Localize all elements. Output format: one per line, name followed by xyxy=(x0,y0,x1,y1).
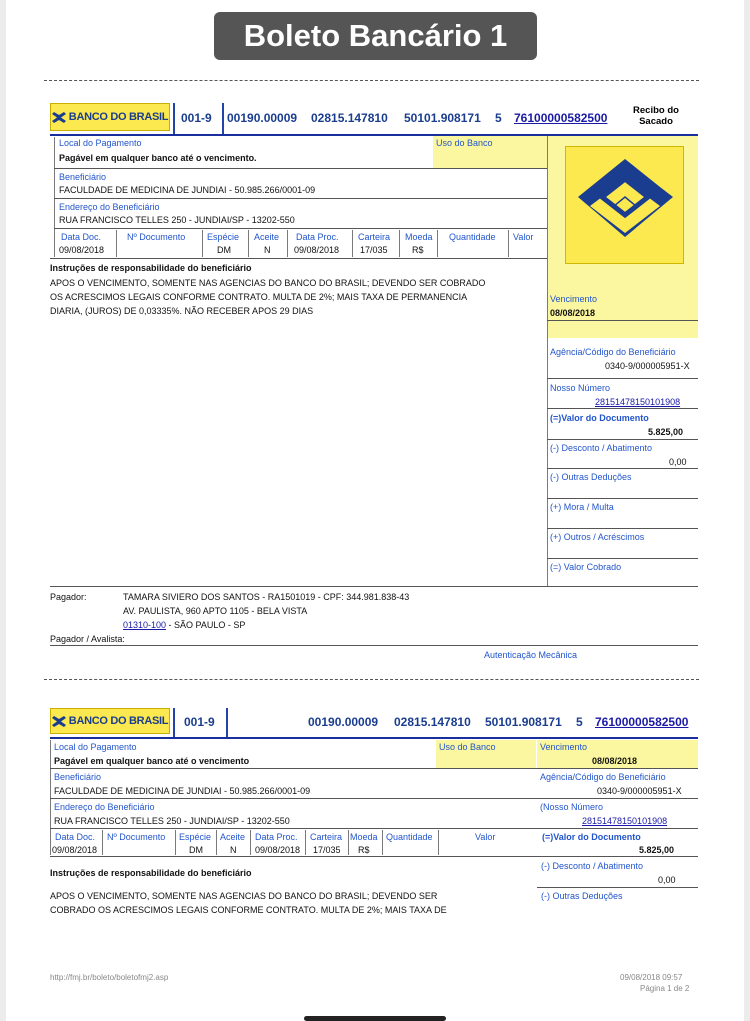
beneficiario-label: Beneficiário xyxy=(59,172,107,182)
pagador-address: AV. PAULISTA, 960 APTO 1105 - BELA VISTA xyxy=(123,606,308,616)
pagador-city-line xyxy=(123,620,245,630)
field-divider xyxy=(54,198,547,199)
desconto-value: 0,00 xyxy=(658,875,676,885)
bank-logo-text: BANCO DO BRASIL xyxy=(68,111,169,123)
cell-border xyxy=(438,830,439,855)
instrucoes-line: APOS O VENCIMENTO, SOMENTE NAS AGENCIAS DO BANCO DO BRASIL; DEVENDO SER COBRADO xyxy=(50,278,486,288)
digitable-line-d: 5 xyxy=(576,715,583,729)
field-divider xyxy=(547,320,698,321)
uso-banco-label: Uso do Banco xyxy=(439,742,496,752)
data-doc-label: Data Doc. xyxy=(55,832,96,842)
cell-border xyxy=(508,230,509,257)
digitable-line-a: 00190.00009 xyxy=(227,111,298,125)
cell-border xyxy=(399,230,400,257)
digitable-line-e[interactable]: 76100000582500 xyxy=(595,715,689,729)
endereco-label: Endereço do Beneficiário xyxy=(59,202,160,212)
local-pagamento-value: Pagável em qualquer banco até o vencimento. xyxy=(59,153,257,163)
valor-documento-label: (=)Valor do Documento xyxy=(550,413,649,423)
bank-code: 001-9 xyxy=(184,715,215,729)
header-divider xyxy=(226,708,228,738)
header-divider xyxy=(173,708,175,738)
digitable-line-a: 00190.00009 xyxy=(308,715,379,729)
instrucoes-text xyxy=(50,889,447,917)
pagador-cep[interactable]: 01310-100 xyxy=(123,620,167,630)
cell-border xyxy=(216,830,217,855)
nosso-numero-value[interactable]: 28151478150101908 xyxy=(595,397,681,407)
field-divider xyxy=(547,498,698,499)
aceite-label: Aceite xyxy=(254,232,280,242)
outras-deducoes-label: (-) Outras Deduções xyxy=(541,891,623,901)
recibo-title-line: Recibo do xyxy=(633,105,679,116)
agencia-codigo-label: Agência/Código do Beneficiário xyxy=(540,772,666,782)
home-indicator[interactable] xyxy=(304,1016,446,1021)
field-divider xyxy=(54,168,547,169)
digitable-line-b: 02815.147810 xyxy=(394,715,471,729)
instrucoes-text xyxy=(50,276,485,318)
instrucoes-line: OS ACRESCIMOS LEGAIS CONFORME CONTRATO. MULTA DE 2%; MAIS TAXA DE PERMANENCIA xyxy=(50,292,468,302)
instrucoes-line: DIARIA, (JUROS) DE 0,03335%. NÃO RECEBER APOS 29 DIAS xyxy=(50,306,314,316)
digitable-line-d: 5 xyxy=(495,111,502,125)
moeda-value: R$ xyxy=(412,245,424,255)
especie-value: DM xyxy=(217,245,231,255)
footer-datetime: 09/08/2018 09:57 xyxy=(620,973,683,982)
digitable-line-c: 50101.908171 xyxy=(485,715,562,729)
aceite-value: N xyxy=(230,845,237,855)
valor-documento-value: 5.825,00 xyxy=(639,845,675,855)
local-pagamento-value: Pagável em qualquer banco até o vencimento xyxy=(54,756,250,766)
field-divider xyxy=(547,528,698,529)
uso-banco-label: Uso do Banco xyxy=(436,138,493,148)
cell-border xyxy=(102,830,103,855)
moeda-label: Moeda xyxy=(405,232,433,242)
nosso-numero-label: Nosso Número xyxy=(550,383,611,393)
digitable-line-e[interactable]: 76100000582500 xyxy=(514,111,608,125)
field-divider xyxy=(50,645,698,646)
endereco-label: Endereço do Beneficiário xyxy=(54,802,155,812)
cut-line xyxy=(44,679,699,680)
mora-multa-label: (+) Mora / Multa xyxy=(550,502,614,512)
data-proc-value: 09/08/2018 xyxy=(255,845,301,855)
header-divider xyxy=(222,103,224,134)
cell-border xyxy=(175,830,176,855)
cut-line xyxy=(44,80,699,81)
cell-border xyxy=(202,230,203,257)
aceite-label: Aceite xyxy=(220,832,246,842)
cell-border xyxy=(437,230,438,257)
digitable-line-b: 02815.147810 xyxy=(311,111,388,125)
footer-page-number: Página 1 de 2 xyxy=(640,984,690,993)
outros-acrescimos-label: (+) Outros / Acréscimos xyxy=(550,532,645,542)
field-divider xyxy=(547,468,698,469)
vencimento-value: 08/08/2018 xyxy=(592,756,638,766)
carteira-label: Carteira xyxy=(358,232,391,242)
vencimento-value: 08/08/2018 xyxy=(550,308,596,318)
cell-border xyxy=(250,830,251,855)
autenticacao-label: Autenticação Mecânica xyxy=(484,650,578,660)
n-documento-label: Nº Documento xyxy=(127,232,186,242)
bank-code: 001-9 xyxy=(181,111,212,125)
pagador-label: Pagador: xyxy=(50,592,87,602)
page-title: Boleto Bancário 1 xyxy=(214,12,537,60)
beneficiario-label: Beneficiário xyxy=(54,772,102,782)
data-doc-value: 09/08/2018 xyxy=(59,245,105,255)
vencimento-label: Vencimento xyxy=(550,294,598,304)
valor-documento-value: 5.825,00 xyxy=(648,427,684,437)
agencia-codigo-value: 0340-9/000005951-X xyxy=(605,361,690,371)
bb-logo-large-icon xyxy=(566,147,685,265)
instrucoes-label: Instruções de responsabilidade do beneficiário xyxy=(50,868,252,878)
field-divider xyxy=(50,768,698,769)
digitable-line-c: 50101.908171 xyxy=(404,111,481,125)
field-divider xyxy=(547,378,698,379)
recibo-title-line: Sacado xyxy=(639,116,673,127)
pagador-city: - SÃO PAULO - SP xyxy=(166,620,246,630)
field-divider xyxy=(537,887,698,888)
outras-deducoes-label: (-) Outras Deduções xyxy=(550,472,632,482)
desconto-label: (-) Desconto / Abatimento xyxy=(541,861,644,871)
field-border xyxy=(54,137,55,257)
beneficiario-value: FACULDADE DE MEDICINA DE JUNDIAI - 50.985.266/0001-09 xyxy=(59,185,316,195)
instrucoes-line: COBRADO OS ACRESCIMOS LEGAIS CONFORME CONTRATO. MULTA DE 2%; MAIS TAXA DE xyxy=(50,905,447,915)
cell-border xyxy=(305,830,306,855)
agencia-codigo-value: 0340-9/000005951-X xyxy=(597,786,682,796)
data-doc-value: 09/08/2018 xyxy=(52,845,98,855)
especie-value: DM xyxy=(189,845,203,855)
data-proc-value: 09/08/2018 xyxy=(294,245,340,255)
vencimento-label: Vencimento xyxy=(540,742,588,752)
cell-border xyxy=(116,230,117,257)
carteira-label: Carteira xyxy=(310,832,343,842)
data-proc-label: Data Proc. xyxy=(296,232,339,242)
field-divider xyxy=(50,586,698,587)
cell-border xyxy=(382,830,383,855)
endereco-value: RUA FRANCISCO TELLES 250 - JUNDIAI/SP - 13202-550 xyxy=(59,215,295,225)
field-divider xyxy=(547,439,698,440)
quantidade-label: Quantidade xyxy=(449,232,496,242)
field-divider xyxy=(50,828,698,829)
pagador-name: TAMARA SIVIERO DOS SANTOS - RA1501019 - CPF: 344.981.838-43 xyxy=(123,592,410,602)
beneficiario-value: FACULDADE DE MEDICINA DE JUNDIAI - 50.985.266/0001-09 xyxy=(54,786,311,796)
header-rule xyxy=(50,737,698,739)
bb-logo-icon xyxy=(52,716,66,727)
desconto-value: 0,00 xyxy=(669,457,687,467)
valor-label: Valor xyxy=(475,832,496,842)
data-doc-label: Data Doc. xyxy=(61,232,102,242)
valor-label: Valor xyxy=(513,232,534,242)
quantidade-label: Quantidade xyxy=(386,832,433,842)
instrucoes-line: APOS O VENCIMENTO, SOMENTE NAS AGENCIAS DO BANCO DO BRASIL; DEVENDO SER xyxy=(50,891,438,901)
local-pagamento-label: Local do Pagamento xyxy=(59,138,142,148)
bank-logo-large xyxy=(565,146,684,264)
bb-logo-icon xyxy=(52,112,66,123)
field-divider xyxy=(547,558,698,559)
especie-label: Espécie xyxy=(207,232,240,242)
bank-logo xyxy=(50,103,170,131)
local-pagamento-label: Local do Pagamento xyxy=(54,742,137,752)
recibo-title xyxy=(632,105,680,127)
field-divider xyxy=(50,856,698,857)
nosso-numero-value[interactable]: 28151478150101908 xyxy=(582,816,668,826)
data-proc-label: Data Proc. xyxy=(255,832,298,842)
right-column-border xyxy=(547,136,548,586)
field-divider xyxy=(54,228,547,229)
field-divider xyxy=(547,408,698,409)
agencia-codigo-label: Agência/Código do Beneficiário xyxy=(550,347,676,357)
nosso-numero-label: (Nosso Número xyxy=(540,802,604,812)
bank-logo-text: BANCO DO BRASIL xyxy=(68,715,169,727)
n-documento-label: Nº Documento xyxy=(107,832,166,842)
moeda-label: Moeda xyxy=(350,832,378,842)
carteira-value: 17/035 xyxy=(360,245,388,255)
cell-border xyxy=(352,230,353,257)
carteira-value: 17/035 xyxy=(313,845,341,855)
desconto-label: (-) Desconto / Abatimento xyxy=(550,443,653,453)
aceite-value: N xyxy=(264,245,271,255)
endereco-value: RUA FRANCISCO TELLES 250 - JUNDIAI/SP - 13202-550 xyxy=(54,816,290,826)
cell-border xyxy=(348,830,349,855)
field-divider xyxy=(50,798,698,799)
instrucoes-label: Instruções de responsabilidade do beneficiário xyxy=(50,263,252,273)
footer-url: http://fmj.br/boleto/boletofmj2.asp xyxy=(50,973,169,982)
especie-label: Espécie xyxy=(179,832,212,842)
valor-cobrado-label: (=) Valor Cobrado xyxy=(550,562,622,572)
cell-border xyxy=(287,230,288,257)
field-divider xyxy=(50,258,547,259)
moeda-value: R$ xyxy=(358,845,370,855)
valor-documento-label: (=)Valor do Documento xyxy=(542,832,641,842)
bank-logo xyxy=(50,708,170,734)
pagador-avalista-label: Pagador / Avalista: xyxy=(50,634,125,644)
header-divider xyxy=(173,103,175,134)
cell-border xyxy=(248,230,249,257)
